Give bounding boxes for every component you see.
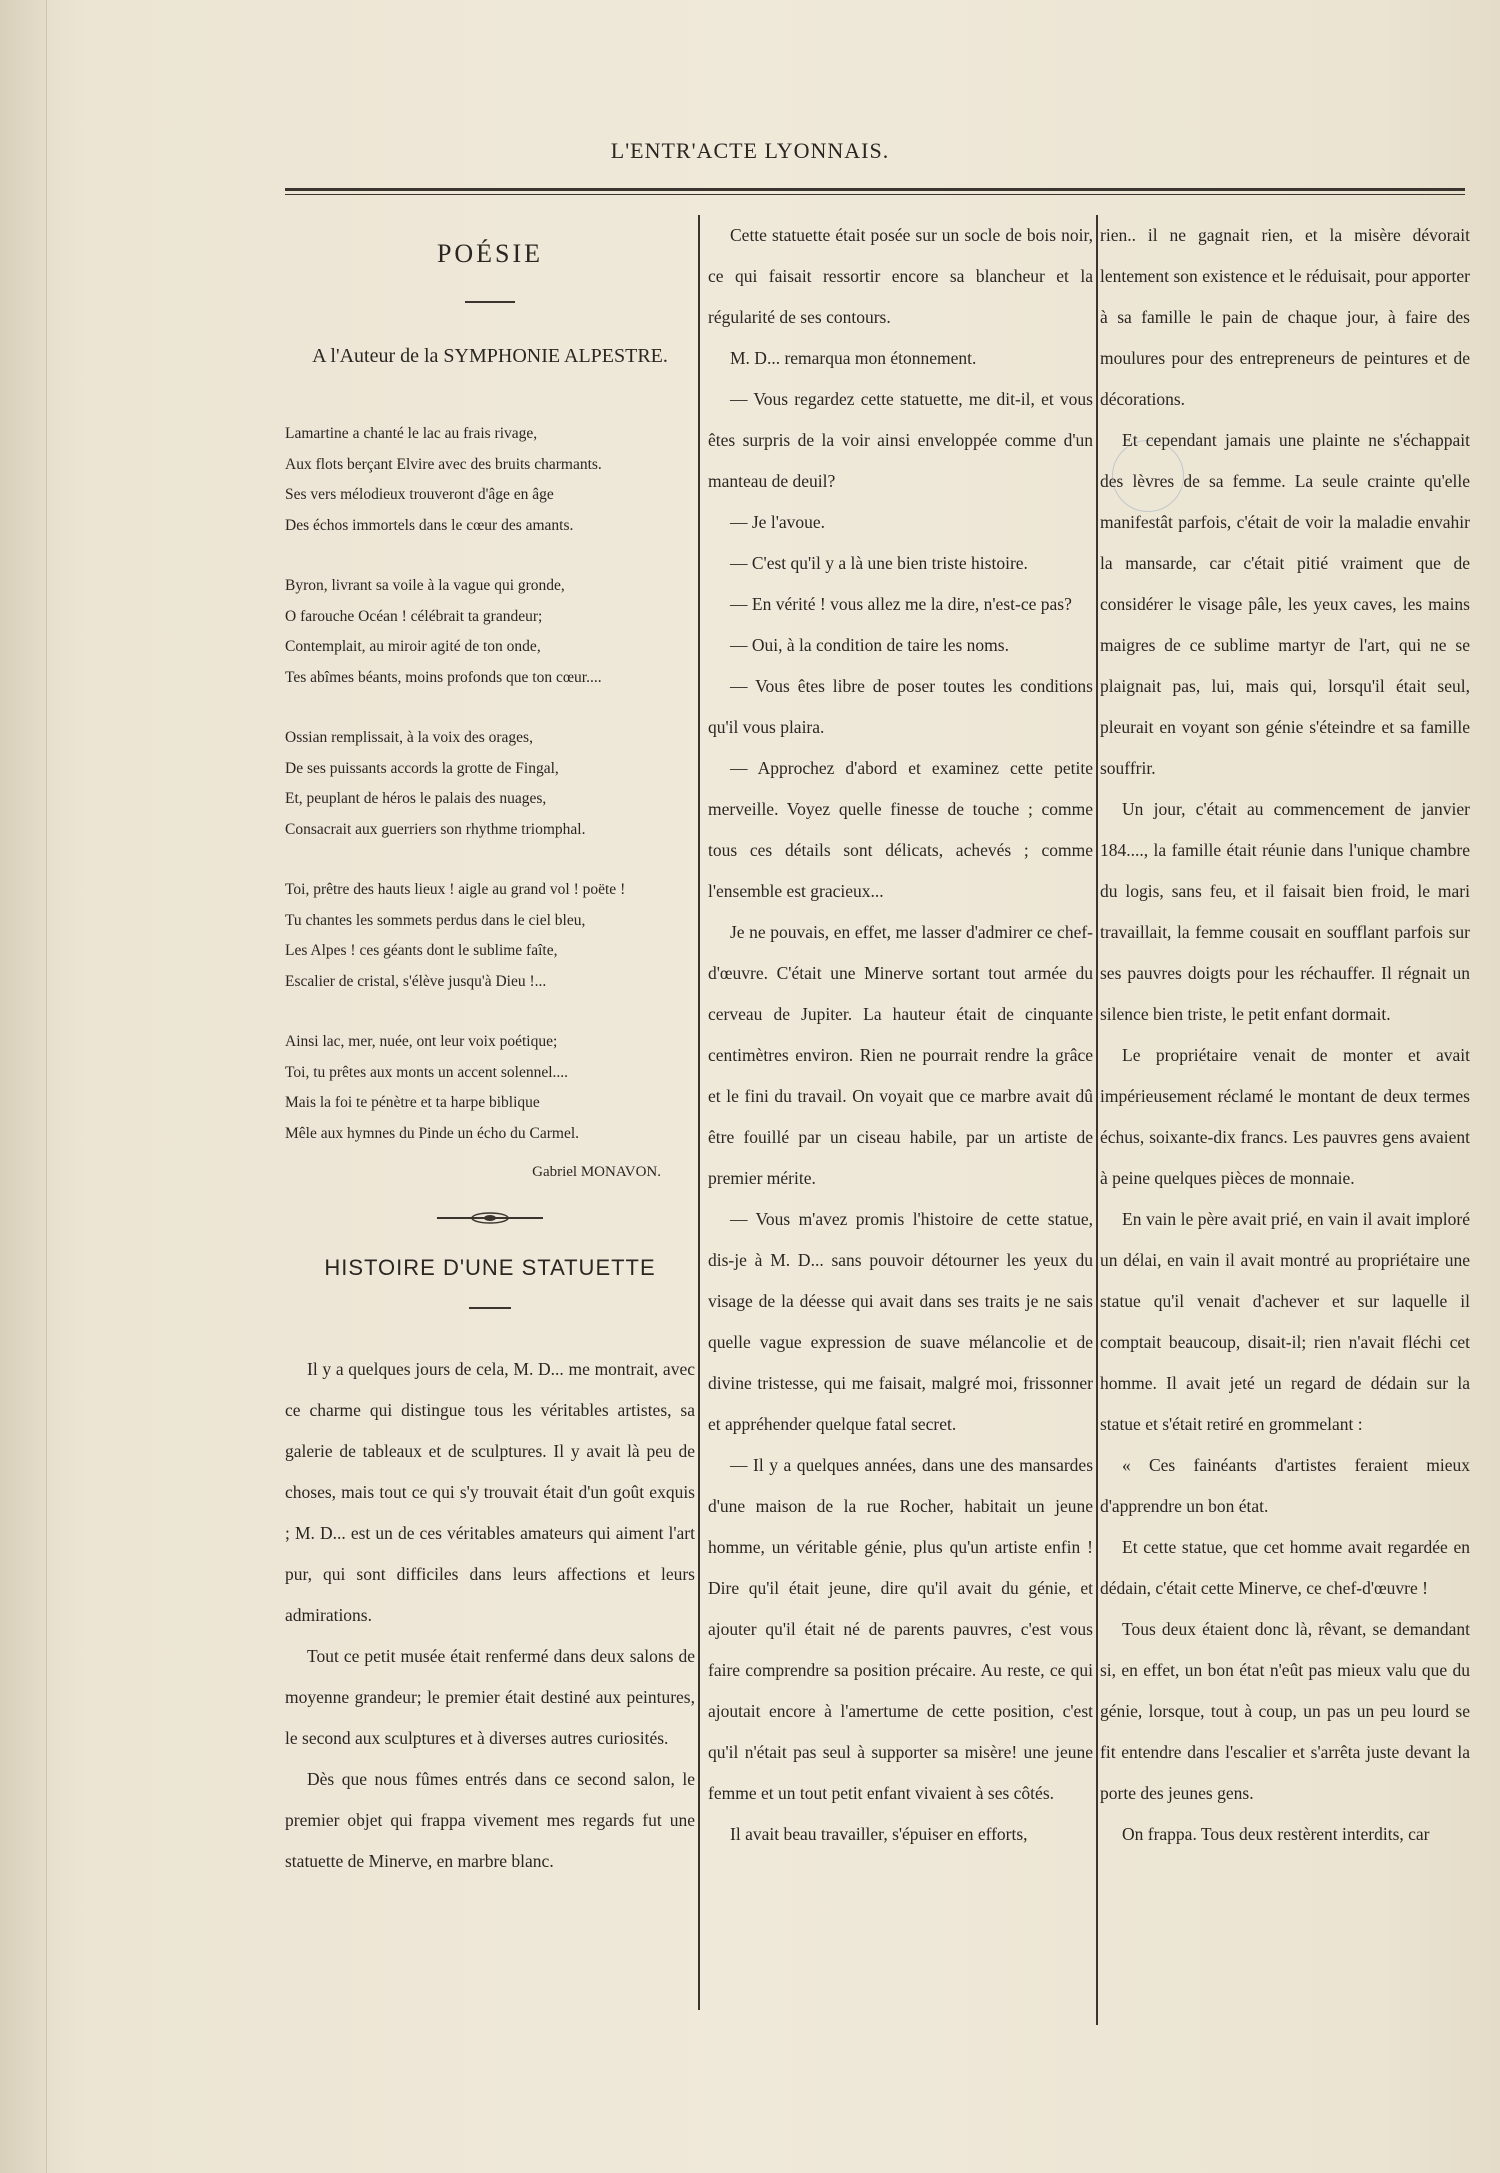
- poem-line: Mais la foi te pénètre et ta harpe biblique: [285, 1094, 540, 1111]
- poem-line: O farouche Océan ! célébrait ta grandeur;: [285, 607, 543, 625]
- column-rule-1: [698, 215, 700, 2010]
- story-paragraph: « Ces fainéants d'artistes feraient mieux d'apprendre un bon état.: [1100, 1455, 1470, 1516]
- poem-line: Mêle aux hymnes du Pinde un écho du Carmel.: [285, 1124, 580, 1142]
- story-paragraph: — Il y a quelques années, dans une des mansardes d'une maison de la rue Rocher, habitait un jeune homme, un véritable génie, plus qu'un artiste enfin ! Dire qu'il était jeune, dire qu'il avait du génie, et ajouter qu'il était né de parents pauvres, c'est vous faire comprendre sa position précaire. Au reste, ce qui ajoutait encore à l'amertume de cette position, c'est qu'il n'était pas seul à supporter sa misère! une jeune femme et un tout petit enfant vivaient à ses côtés.: [708, 1455, 1093, 1803]
- story-paragraph: Et cependant jamais une plainte ne s'échappait des lèvres de sa femme. La seule crainte qu'elle manifestât parfois, c'était de voir la maladie envahir la mansarde, car c'était pitié vraiment que de considérer le visage pâle, les yeux caves, les mains maigres de ce sublime martyr de l'art, qui ne se plaignait pas, lui, mais qui, lorsqu'il était seul, pleurait en voyant son génie s'éteindre et sa famille souffrir.: [1100, 430, 1470, 778]
- poem-stanza: [285, 571, 695, 693]
- column-2: [708, 215, 1093, 1855]
- poem-line: Des échos immortels dans le cœur des amants.: [285, 516, 574, 534]
- story-paragraph: — Vous m'avez promis l'histoire de cette statue, dis-je à M. D... sans pouvoir détourner les yeux du visage de la déesse qui avait dans ses traits je ne sais quelle vague expression de suave mélancolie et de divine tristesse, qui me faisait, malgré moi, frissonner et appréhender quelque fatal secret.: [708, 1209, 1093, 1434]
- poem-stanza: [285, 875, 695, 997]
- story-paragraph: Et cette statue, que cet homme avait regardée en dédain, c'était cette Minerve, ce chef-d'œuvre !: [1100, 1537, 1470, 1598]
- story-paragraph: Dès que nous fûmes entrés dans ce second salon, le premier objet qui frappa vivement mes regards fut une statuette de Minerve, en marbre blanc.: [285, 1769, 695, 1871]
- story-paragraph: — Vous regardez cette statuette, me dit-il, et vous êtes surpris de la voir ainsi enveloppée comme d'un manteau de deuil?: [708, 389, 1093, 491]
- story-paragraph: Il avait beau travailler, s'épuiser en efforts,: [730, 1824, 1028, 1844]
- column-1: [285, 215, 695, 1882]
- column-rule-2: [1096, 215, 1098, 2025]
- ornament-icon: [435, 1210, 545, 1226]
- story-paragraph: — Oui, à la condition de taire les noms.: [730, 635, 1009, 655]
- poem-stanza: [285, 723, 695, 845]
- poem-line: Toi, tu prêtes aux monts un accent solennel....: [285, 1063, 569, 1081]
- poem-line: Escalier de cristal, s'élève jusqu'à Dieu !...: [285, 972, 547, 990]
- poem-line: Les Alpes ! ces géants dont le sublime faîte,: [285, 942, 558, 959]
- story-paragraph: Tout ce petit musée était renfermé dans deux salons de moyenne grandeur; le premier était destiné aux peintures, le second aux sculptures et à diverses autres curiosités.: [285, 1646, 695, 1748]
- heading-rule: [469, 1307, 511, 1309]
- poem-line: Aux flots berçant Elvire avec des bruits charmants.: [285, 455, 602, 473]
- poem-line: Lamartine a chanté le lac au frais rivage,: [285, 425, 538, 442]
- story-paragraph: Un jour, c'était au commencement de janvier 184...., la famille était réunie dans l'unique chambre du logis, sans feu, et il faisait bien froid, le mari travaillait, la femme cousait en soufflant parfois sur ses pauvres doigts pour les réchauffer. Il régnait un silence bien triste, le petit enfant dormait.: [1100, 799, 1470, 1024]
- poem-line: Consacrait aux guerriers son rhythme triomphal.: [285, 820, 586, 838]
- poem: [285, 419, 695, 1187]
- histoire-heading: HISTOIRE D'UNE STATUETTE: [324, 1255, 656, 1280]
- story-paragraph: Cette statuette était posée sur un socle de bois noir, ce qui faisait ressortir encore sa blancheur et la régularité de ses contours.: [708, 225, 1093, 327]
- poem-dedication: A l'Auteur de la SYMPHONIE ALPESTRE.: [312, 345, 668, 367]
- story-paragraph: — C'est qu'il y a là une bien triste histoire.: [730, 553, 1028, 573]
- poem-line: Toi, prêtre des hauts lieux ! aigle au grand vol ! poëte !: [285, 881, 626, 898]
- poem-line: Tu chantes les sommets perdus dans le ciel bleu,: [285, 911, 586, 929]
- page-binding-edge: [0, 0, 47, 2173]
- story-paragraph: Le propriétaire venait de monter et avait impérieusement réclamé le montant de deux termes échus, soixante-dix francs. Les pauvres gens avaient à peine quelques pièces de monnaie.: [1100, 1045, 1470, 1188]
- poesie-heading: POÉSIE: [436, 239, 544, 268]
- story-paragraph: Il y a quelques jours de cela, M. D... me montrait, avec ce charme qui distingue tous les véritables artistes, sa galerie de tableaux et de sculptures. Il y avait là peu de choses, mais tout ce qui s'y trouvait était d'un goût exquis ; M. D... est un de ces véritables amateurs qui aiment l'art pur, qui sont difficiles dans leurs affections et leurs admirations.: [285, 1359, 695, 1625]
- ornament-divider: [285, 1205, 695, 1235]
- story-column-1: [285, 1349, 695, 1882]
- heading-rule: [465, 301, 515, 303]
- poem-stanza: [285, 1027, 695, 1149]
- poem-stanza: [285, 419, 695, 541]
- masthead-title: L'ENTR'ACTE LYONNAIS.: [610, 138, 890, 163]
- story-paragraph: — En vérité ! vous allez me la dire, n'est-ce pas?: [730, 594, 1072, 614]
- story-paragraph: — Vous êtes libre de poser toutes les conditions qu'il vous plaira.: [708, 676, 1093, 737]
- story-paragraph: Tous deux étaient donc là, rêvant, se demandant si, en effet, un bon état n'eût pas mieux valu que du génie, lorsque, tout à coup, un pas un peu lourd se fit entendre dans l'escalier et s'arrêta juste devant la porte des jeunes gens.: [1100, 1619, 1470, 1803]
- poem-line: Ainsi lac, mer, nuée, ont leur voix poétique;: [285, 1033, 558, 1050]
- story-paragraph: rien.. il ne gagnait rien, et la misère dévorait lentement son existence et le réduisait, pour apporter à sa famille le pain de chaque jour, à faire des moulures pour des entrepreneurs de peintures et de décorations.: [1100, 225, 1470, 409]
- poem-line: Tes abîmes béants, moins profonds que ton cœur....: [285, 668, 602, 686]
- poem-signature: Gabriel MONAVON.: [532, 1164, 661, 1180]
- story-paragraph: M. D... remarqua mon étonnement.: [730, 348, 977, 368]
- poem-line: De ses puissants accords la grotte de Fingal,: [285, 759, 559, 777]
- story-paragraph: On frappa. Tous deux restèrent interdits, car: [1122, 1824, 1430, 1844]
- poem-line: Et, peuplant de héros le palais des nuages,: [285, 790, 547, 807]
- story-paragraph: — Je l'avoue.: [730, 512, 826, 532]
- poem-line: Ossian remplissait, à la voix des orages,: [285, 729, 533, 746]
- story-paragraph: — Approchez d'abord et examinez cette petite merveille. Voyez quelle finesse de touche ; comme tous ces détails sont délicats, achevés ; comme l'ensemble est gracieux...: [708, 758, 1093, 901]
- poem-line: Contemplait, au miroir agité de ton onde,: [285, 638, 541, 655]
- column-3: [1100, 215, 1470, 1855]
- story-paragraph: En vain le père avait prié, en vain il avait imploré un délai, en vain il avait montré au propriétaire une statue qu'il venait d'achever et sur laquelle il comptait beaucoup, disait-il; rien n'avait fléchi cet homme. Il avait jeté un regard de dédain sur la statue et s'était retiré en grommelant :: [1100, 1209, 1470, 1434]
- header-rule: [285, 188, 1465, 195]
- poem-line: Ses vers mélodieux trouveront d'âge en âge: [285, 486, 554, 503]
- story-paragraph: Je ne pouvais, en effet, me lasser d'admirer ce chef-d'œuvre. C'était une Minerve sortant tout armée du cerveau de Jupiter. La hauteur était de cinquante centimètres environ. Rien ne pourrait rendre la grâce et le fini du travail. On voyait que ce marbre avait dû être fouillé par un ciseau habile, par un artiste de premier mérite.: [708, 922, 1093, 1188]
- poem-line: Byron, livrant sa voile à la vague qui gronde,: [285, 577, 565, 594]
